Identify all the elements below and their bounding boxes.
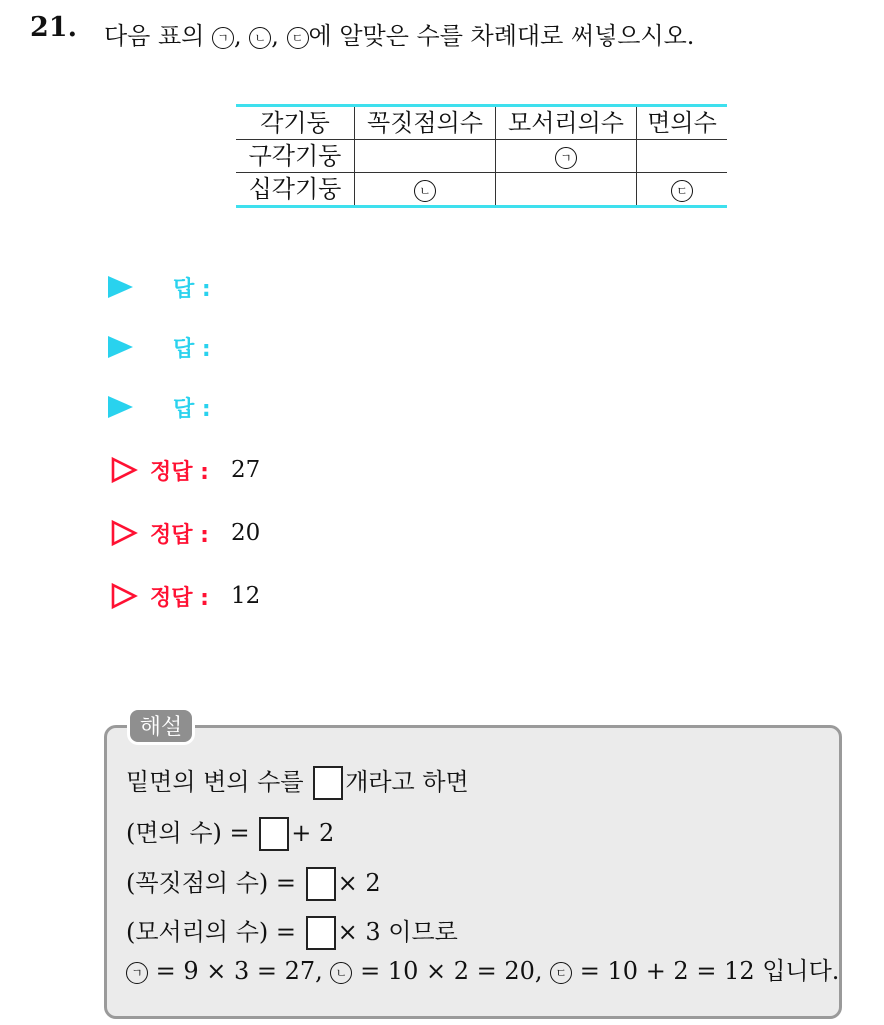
answer-label: 답 : (173, 396, 211, 422)
answer-line-3 (108, 392, 211, 422)
answer-label: 답 : (173, 276, 211, 302)
correct-value: 27 (230, 457, 261, 483)
table-row (236, 140, 727, 173)
blank-box (306, 867, 336, 901)
answer-line-2 (108, 332, 211, 362)
table-cell (496, 140, 637, 173)
outline-triangle-icon (110, 519, 138, 547)
explanation-text: 밑면의 변의 수를 (126, 768, 312, 796)
circle-mark-nieun: ㄴ (249, 27, 271, 49)
table-row (236, 173, 727, 207)
explanation-line-3 (126, 866, 381, 901)
triangle-icon (108, 336, 133, 358)
circle-mark-giyeok: ㄱ (212, 27, 234, 49)
explanation-text: (모서리의 수) = (126, 918, 304, 946)
explanation-text: = 9 × 3 = 27, (148, 957, 331, 985)
circle-mark-digeut: ㄷ (287, 27, 309, 49)
correct-answer-3 (110, 579, 260, 613)
correct-label: 정답 : (150, 522, 209, 548)
table-cell: 십각기둥 (248, 175, 342, 203)
explanation-text: = 10 × 2 = 20, (352, 957, 551, 985)
triangle-icon (108, 276, 133, 298)
explanation-tag: 해설 (127, 707, 195, 745)
table-header-row (236, 106, 727, 140)
explanation-text: + 2 (291, 819, 335, 847)
answer-line-1 (108, 272, 211, 302)
explanation-text: 개라고 하면 (345, 768, 469, 796)
explanation-text: (꼭짓점의 수) = (126, 869, 304, 897)
table-cell (496, 173, 637, 207)
question-number: 21. (30, 12, 77, 43)
question-sep: , (234, 22, 250, 50)
table-header: 각기둥 (236, 106, 355, 140)
correct-label: 정답 : (150, 459, 209, 485)
explanation-line-1 (126, 765, 469, 800)
table-cell: 구각기둥 (236, 140, 355, 173)
correct-answer-2 (110, 516, 260, 550)
explanation-line-5 (126, 954, 839, 988)
explanation-line-2 (126, 816, 334, 851)
table-header: 꼭짓점의수 (355, 106, 496, 140)
question-text-end: 에 알맞은 수를 차례대로 써넣으시오. (308, 22, 695, 50)
circle-mark-digeut: ㄷ (550, 962, 572, 984)
explanation-text: × 2 (337, 869, 381, 897)
table-cell (355, 140, 496, 173)
blank-box (313, 766, 343, 800)
question-text-start: 다음 표의 (104, 22, 212, 50)
correct-answer-1 (110, 453, 260, 487)
question-text (104, 16, 694, 51)
table-cell (355, 173, 496, 207)
circle-mark-digeut: ㄷ (671, 180, 693, 202)
answer-label: 답 : (173, 336, 211, 362)
outline-triangle-icon (110, 456, 138, 484)
circle-mark-nieun: ㄴ (414, 180, 436, 202)
correct-value: 20 (230, 520, 261, 546)
explanation-text: = 10 + 2 = 12 입니다. (572, 957, 840, 985)
correct-label: 정답 : (150, 585, 209, 611)
blank-box (306, 916, 336, 950)
triangle-icon (108, 396, 133, 418)
blank-box (259, 817, 289, 851)
question-sep: , (271, 22, 287, 50)
table-header: 면의수 (637, 106, 728, 140)
circle-mark-giyeok: ㄱ (126, 962, 148, 984)
explanation-text: (면의 수) = (126, 819, 258, 847)
outline-triangle-icon (110, 582, 138, 610)
circle-mark-giyeok: ㄱ (555, 147, 577, 169)
table-header: 모서리의수 (496, 106, 637, 140)
explanation-text: × 3 이므로 (337, 918, 458, 946)
correct-value: 12 (230, 583, 261, 609)
circle-mark-nieun: ㄴ (330, 962, 352, 984)
table-cell (637, 140, 728, 173)
explanation-line-4 (126, 915, 458, 950)
prism-table (236, 104, 727, 208)
table-cell (637, 173, 728, 207)
